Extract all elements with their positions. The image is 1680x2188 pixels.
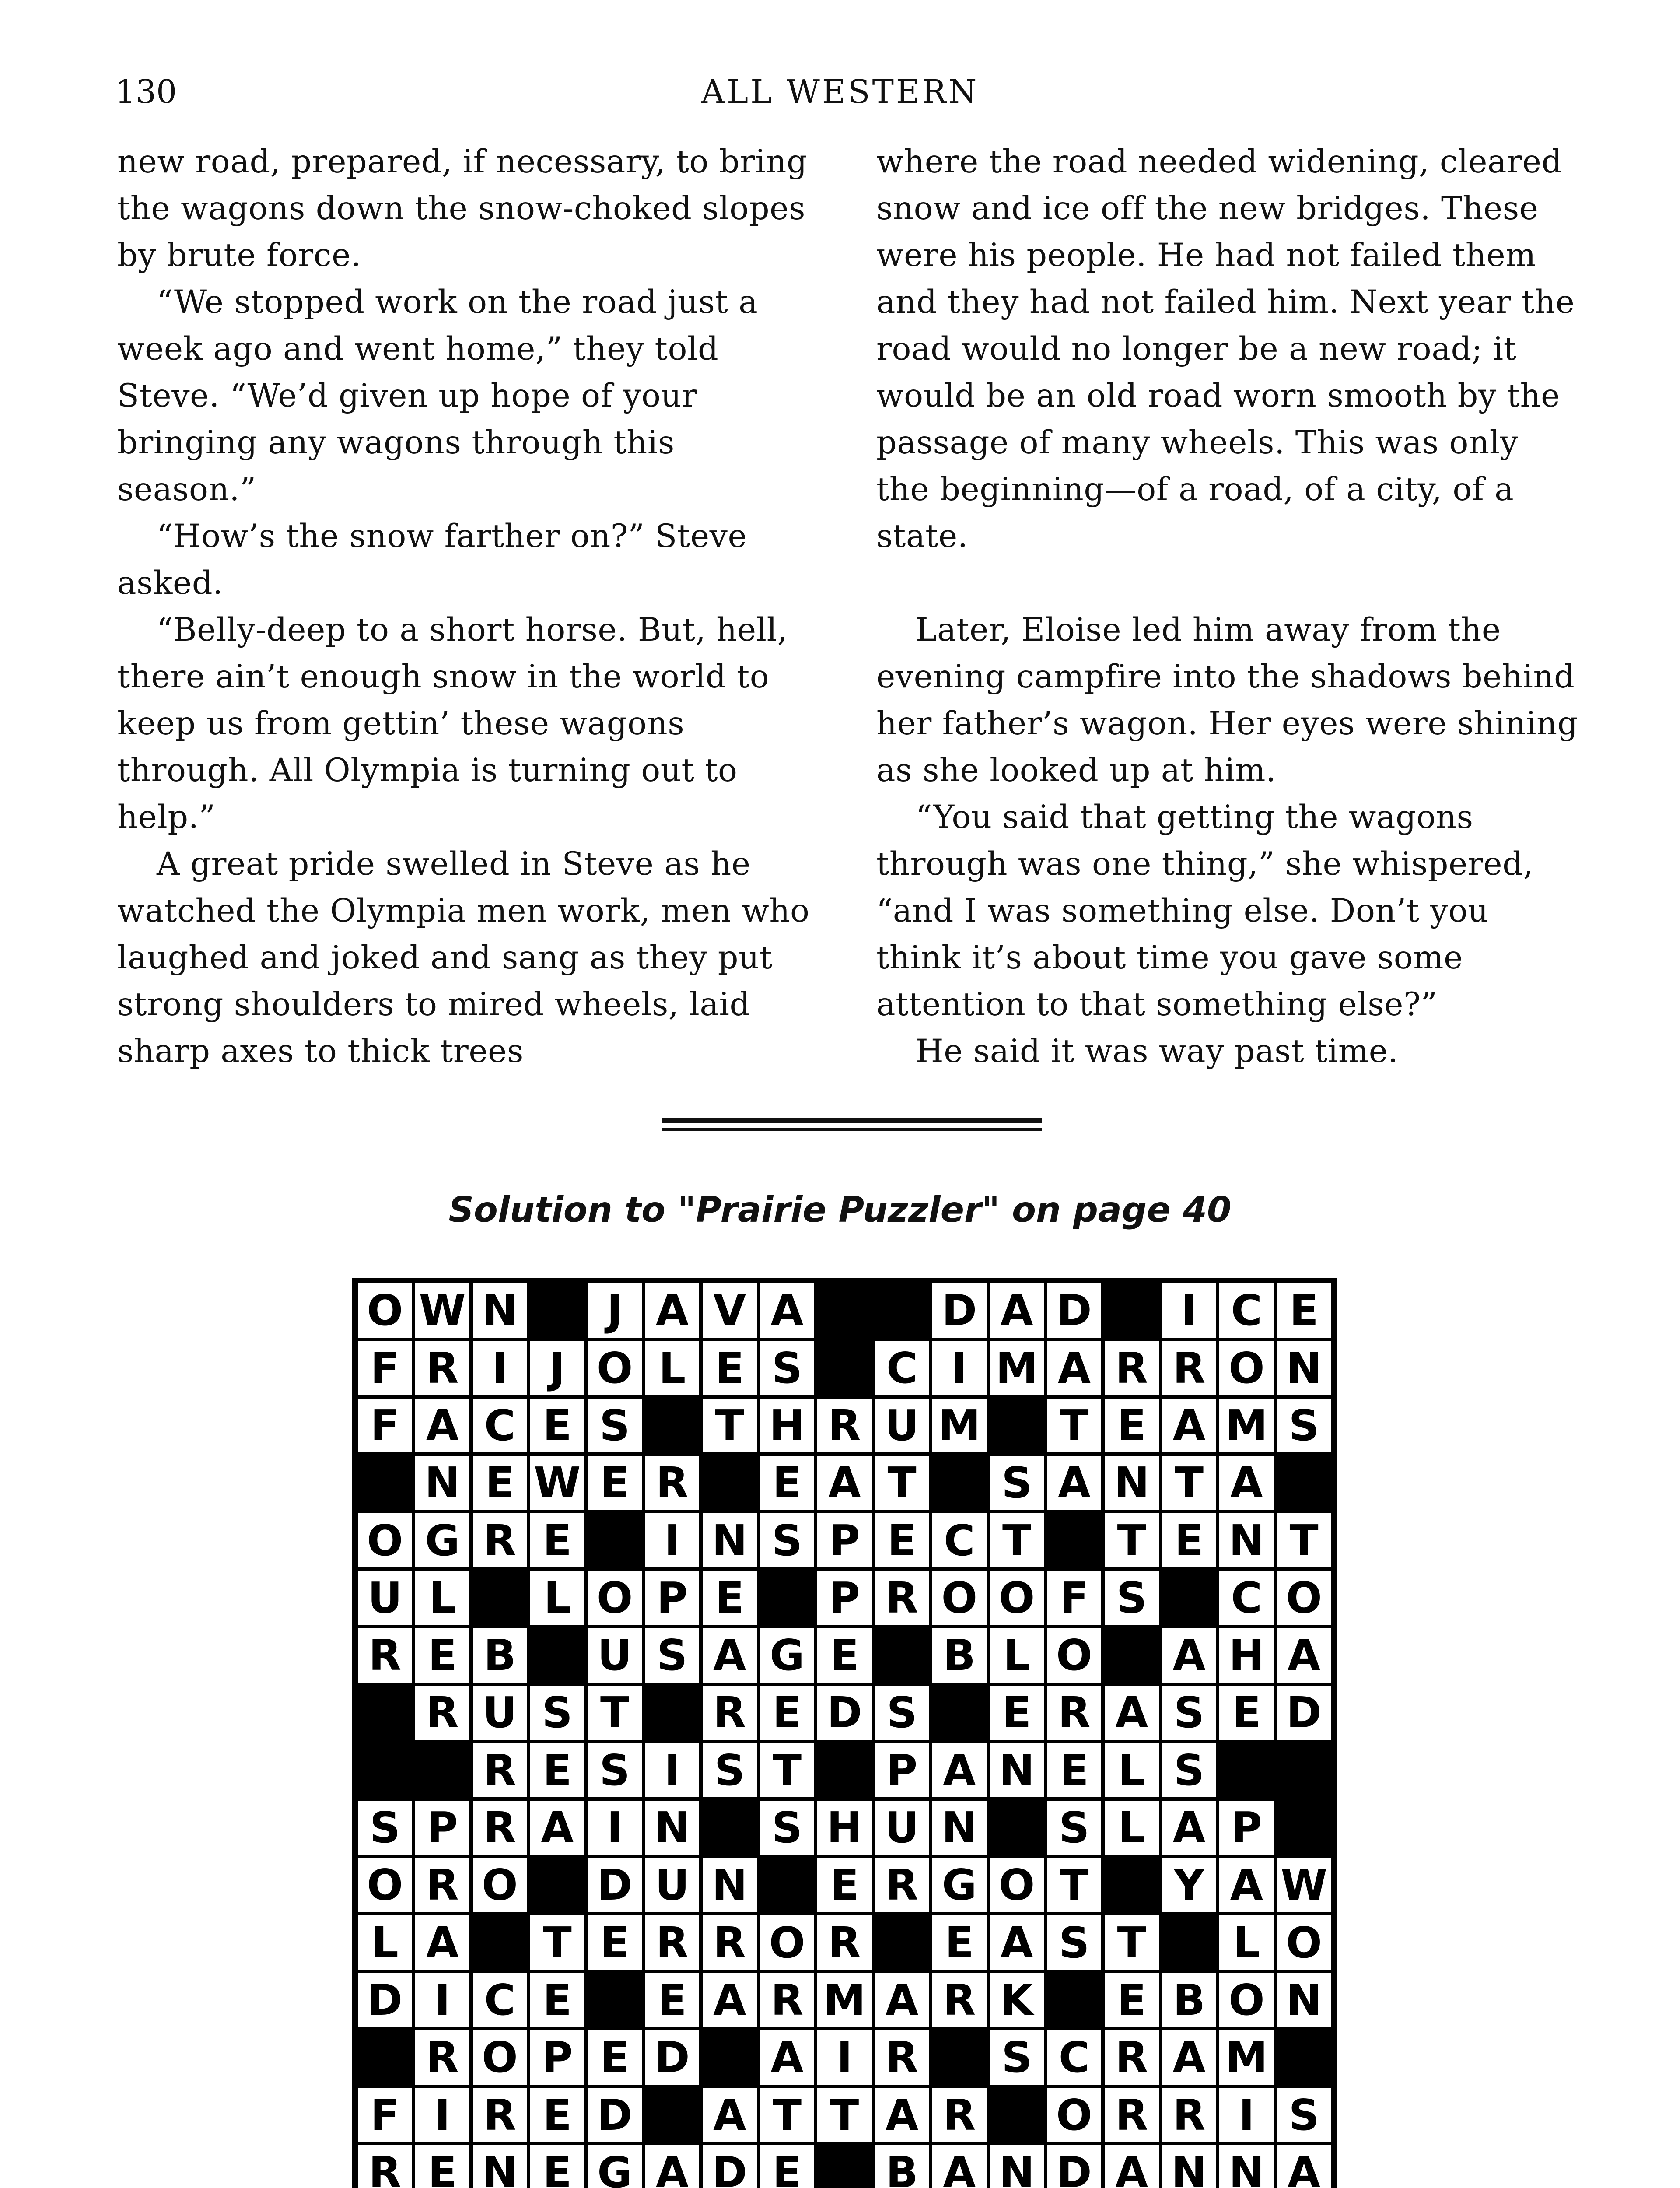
crossword-letter: C (471, 1397, 529, 1455)
black-square (758, 1856, 816, 1914)
crossword-letter: L (1103, 1799, 1161, 1857)
crossword-letter: E (413, 1627, 471, 1684)
black-square (816, 1282, 873, 1339)
crossword-letter: D (586, 1856, 644, 1914)
crossword-letter: E (586, 1454, 644, 1512)
crossword-letter: P (816, 1511, 873, 1569)
paragraph: He said it was way past time. (916, 1033, 1399, 1070)
crossword-letter: R (471, 1511, 529, 1569)
crossword-letter: P (873, 1741, 931, 1799)
black-square (816, 2143, 873, 2188)
crossword-letter: R (413, 1684, 471, 1742)
crossword-letter: E (586, 1914, 644, 1971)
crossword-letter: M (931, 1397, 988, 1455)
crossword-letter: O (1275, 1914, 1333, 1971)
crossword-letter: P (816, 1569, 873, 1627)
crossword-letter: E (1103, 1397, 1161, 1455)
crossword-letter: G (586, 2143, 644, 2188)
black-square (1103, 1856, 1161, 1914)
crossword-letter: E (701, 1339, 759, 1397)
black-square (586, 1971, 644, 2029)
crossword-letter: R (758, 1971, 816, 2029)
black-square (643, 2086, 701, 2144)
crossword-letter: L (413, 1569, 471, 1627)
crossword-letter: R (356, 1627, 414, 1684)
crossword-letter: D (586, 2086, 644, 2144)
crossword-letter: O (356, 1856, 414, 1914)
black-square (586, 1511, 644, 1569)
crossword-letter: N (1218, 1511, 1275, 1569)
crossword-letter: O (1046, 1627, 1103, 1684)
crossword-letter: E (1275, 1282, 1333, 1339)
crossword-letter: A (1275, 2143, 1333, 2188)
crossword-letter: A (873, 2086, 931, 2144)
crossword-letter: E (701, 1569, 759, 1627)
crossword-letter: B (873, 2143, 931, 2188)
crossword-letter: E (758, 1684, 816, 1742)
crossword-letter: A (1046, 1339, 1103, 1397)
crossword-letter: S (1046, 1799, 1103, 1857)
black-square (988, 2086, 1046, 2144)
crossword-letter: L (1218, 1914, 1275, 1971)
crossword-letter: O (931, 1569, 988, 1627)
crossword-letter: L (1103, 1741, 1161, 1799)
crossword-letter: O (1218, 1971, 1275, 2029)
crossword-letter: R (471, 1799, 529, 1857)
page-number: 130 (115, 73, 177, 111)
crossword-letter: N (988, 2143, 1046, 2188)
crossword-letter: F (356, 1339, 414, 1397)
crossword-letter: K (988, 1971, 1046, 2029)
crossword-letter: N (471, 1282, 529, 1339)
black-square (931, 2029, 988, 2086)
crossword-letter: E (471, 1454, 529, 1512)
crossword-letter: U (471, 1684, 529, 1742)
crossword-letter: D (1046, 2143, 1103, 2188)
crossword-letter: T (1046, 1856, 1103, 1914)
crossword-letter: U (586, 1627, 644, 1684)
crossword-letter: A (988, 1282, 1046, 1339)
crossword-letter: E (528, 2143, 586, 2188)
crossword-letter: U (356, 1569, 414, 1627)
crossword-letter: W (413, 1282, 471, 1339)
crossword-letter: R (413, 1339, 471, 1397)
crossword-letter: S (1160, 1684, 1218, 1742)
crossword-letter: N (1218, 2143, 1275, 2188)
black-square (1160, 1569, 1218, 1627)
crossword-letter: N (1275, 1971, 1333, 2029)
crossword-letter: D (356, 1971, 414, 2029)
crossword-letter: R (643, 1914, 701, 1971)
crossword-letter: A (1160, 1799, 1218, 1857)
black-square (1275, 2029, 1333, 2086)
crossword-letter: T (816, 2086, 873, 2144)
crossword-letter: R (413, 2029, 471, 2086)
crossword-letter: R (471, 1741, 529, 1799)
crossword-letter: O (586, 1339, 644, 1397)
black-square (1103, 1627, 1161, 1684)
crossword-letter: A (701, 1971, 759, 2029)
crossword-letter: T (873, 1454, 931, 1512)
crossword-letter: M (1218, 2029, 1275, 2086)
crossword-letter: R (413, 1856, 471, 1914)
crossword-letter: T (1275, 1511, 1333, 1569)
black-square (988, 1397, 1046, 1455)
black-square (643, 1397, 701, 1455)
crossword-letter: T (1103, 1511, 1161, 1569)
crossword-letter: I (643, 1511, 701, 1569)
crossword-letter: A (758, 1282, 816, 1339)
black-square (701, 1799, 759, 1857)
crossword-letter: D (931, 1282, 988, 1339)
crossword-letter: I (413, 1971, 471, 2029)
paragraph: “Belly-deep to a short horse. But, hell, there ain’t enough snow in the world to keep us from gettin’ these wagons through. All Olympia is turning out to help.” (117, 611, 788, 836)
crossword-letter: S (1046, 1914, 1103, 1971)
crossword-letter: E (528, 1511, 586, 1569)
crossword-letter: W (1275, 1856, 1333, 1914)
crossword-letter: R (701, 1914, 759, 1971)
crossword-letter: U (643, 1856, 701, 1914)
crossword-letter: F (1046, 1569, 1103, 1627)
crossword-letter: M (988, 1339, 1046, 1397)
crossword-letter: R (1046, 1684, 1103, 1742)
crossword-letter: A (1218, 1856, 1275, 1914)
crossword-letter: E (1103, 1971, 1161, 2029)
crossword-letter: E (758, 2143, 816, 2188)
crossword-letter: A (701, 1627, 759, 1684)
crossword-grid (352, 1278, 1337, 2188)
crossword-letter: A (413, 1914, 471, 1971)
crossword-letter: T (1046, 1397, 1103, 1455)
crossword-letter: R (931, 2086, 988, 2144)
crossword-letter: J (528, 1339, 586, 1397)
crossword-letter: O (471, 2029, 529, 2086)
crossword-letter: B (931, 1627, 988, 1684)
crossword-letter: C (1218, 1282, 1275, 1339)
section-divider (662, 1128, 1042, 1131)
black-square (1046, 1971, 1103, 2029)
black-square (931, 1454, 988, 1512)
crossword-letter: G (413, 1511, 471, 1569)
crossword-letter: H (816, 1799, 873, 1857)
black-square (873, 1914, 931, 1971)
black-square (873, 1627, 931, 1684)
crossword-letter: S (356, 1799, 414, 1857)
crossword-letter: I (586, 1799, 644, 1857)
crossword-letter: U (873, 1397, 931, 1455)
black-square (701, 1454, 759, 1512)
crossword-letter: J (586, 1282, 644, 1339)
crossword-letter: A (643, 2143, 701, 2188)
black-square (816, 1339, 873, 1397)
black-square (356, 1684, 414, 1742)
crossword-letter: E (816, 1627, 873, 1684)
crossword-letter: S (643, 1627, 701, 1684)
left-column (117, 138, 819, 1075)
crossword-letter: P (528, 2029, 586, 2086)
crossword-letter: U (873, 1799, 931, 1857)
right-column (876, 138, 1578, 1075)
crossword-letter: C (1218, 1569, 1275, 1627)
crossword-letter: B (471, 1627, 529, 1684)
crossword-letter: L (528, 1569, 586, 1627)
crossword-letter: R (873, 1569, 931, 1627)
crossword-letter: R (931, 1971, 988, 2029)
crossword-letter: R (816, 1914, 873, 1971)
crossword-letter: O (758, 1914, 816, 1971)
black-square (356, 1454, 414, 1512)
crossword-letter: S (586, 1741, 644, 1799)
crossword-letter: E (1046, 1741, 1103, 1799)
crossword-letter: R (1103, 2086, 1161, 2144)
crossword-letter: A (873, 1971, 931, 2029)
crossword-letter: S (873, 1684, 931, 1742)
crossword-letter: E (528, 1971, 586, 2029)
crossword-letter: E (586, 2029, 644, 2086)
crossword-letter: T (988, 1511, 1046, 1569)
crossword-letter: D (816, 1684, 873, 1742)
crossword-letter: E (816, 1856, 873, 1914)
black-square (1103, 1282, 1161, 1339)
crossword-letter: A (1160, 1397, 1218, 1455)
crossword-letter: T (1160, 1454, 1218, 1512)
crossword-letter: S (758, 1339, 816, 1397)
crossword-letter: O (1275, 1569, 1333, 1627)
crossword-letter: N (701, 1856, 759, 1914)
crossword-letter: P (413, 1799, 471, 1857)
crossword-letter: H (758, 1397, 816, 1455)
crossword-letter: S (1275, 1397, 1333, 1455)
crossword-letter: R (1103, 2029, 1161, 2086)
crossword-letter: D (1046, 1282, 1103, 1339)
crossword-letter: S (528, 1684, 586, 1742)
crossword-letter: R (1160, 2086, 1218, 2144)
crossword-letter: E (988, 1684, 1046, 1742)
crossword-letter: D (1275, 1684, 1333, 1742)
crossword-letter: T (586, 1684, 644, 1742)
black-square (873, 1282, 931, 1339)
paragraph: Later, Eloise led him away from the evening campfire into the shadows behind her father’s wagon. Her eyes were shining as she looked up at him. (876, 611, 1578, 789)
crossword-letter: S (758, 1799, 816, 1857)
crossword-letter: D (643, 2029, 701, 2086)
paragraph: “We stopped work on the road just a week ago and went home,” they told Steve. “We’d given up hope of your bringing any wagons through this season.” (117, 284, 758, 508)
crossword-letter: S (1103, 1569, 1161, 1627)
crossword-letter: W (528, 1454, 586, 1512)
crossword-letter: O (1046, 2086, 1103, 2144)
crossword-letter: A (1046, 1454, 1103, 1512)
crossword-letter: S (1275, 2086, 1333, 2144)
crossword-letter: O (471, 1856, 529, 1914)
crossword-letter: A (1160, 2029, 1218, 2086)
crossword-letter: M (1218, 1397, 1275, 1455)
crossword-letter: C (471, 1971, 529, 2029)
crossword-letter: R (1160, 1339, 1218, 1397)
black-square (1046, 1511, 1103, 1569)
paragraph: “How’s the snow farther on?” Steve asked. (117, 518, 747, 602)
paragraph: A great pride swelled in Steve as he watched the Olympia men work, men who laughed and joked and sang as they put strong shoulders to mired wheels, laid sharp axes to thick trees (117, 845, 810, 1070)
crossword-letter: M (816, 1971, 873, 2029)
crossword-letter: C (931, 1511, 988, 1569)
crossword-letter: O (988, 1856, 1046, 1914)
crossword-letter: A (1275, 1627, 1333, 1684)
crossword-letter: N (1160, 2143, 1218, 2188)
crossword-letter: N (988, 1741, 1046, 1799)
crossword-letter: A (701, 2086, 759, 2144)
black-square (413, 1741, 471, 1799)
black-square (471, 1914, 529, 1971)
black-square (356, 2029, 414, 2086)
black-square (1275, 1799, 1333, 1857)
crossword-letter: N (471, 2143, 529, 2188)
crossword-letter: R (643, 1454, 701, 1512)
crossword-letter: A (931, 2143, 988, 2188)
running-head: ALL WESTERN (701, 73, 979, 111)
crossword-letter: R (471, 2086, 529, 2144)
crossword-letter: O (586, 1569, 644, 1627)
crossword-letter: I (931, 1339, 988, 1397)
crossword-letter: S (988, 1454, 1046, 1512)
black-square (356, 1741, 414, 1799)
crossword-letter: R (356, 2143, 414, 2188)
crossword-letter: A (1103, 1684, 1161, 1742)
crossword-letter: I (413, 2086, 471, 2144)
black-square (1275, 1741, 1333, 1799)
crossword-letter: A (816, 1454, 873, 1512)
crossword-letter: N (1103, 1454, 1161, 1512)
crossword-letter: O (988, 1569, 1046, 1627)
puzzle-title: Solution to "Prairie Puzzler" on page 40 (448, 1189, 1232, 1230)
crossword-letter: R (1103, 1339, 1161, 1397)
black-square (701, 2029, 759, 2086)
paragraph: where the road needed widening, cleared snow and ice off the new bridges. These were his people. He had not failed them and they had not failed him. Next year the road would no longer be a new road; it would be an old road worn smooth by the passage of many wheels. This was only the beginning—of a road, of a city, of a state. (876, 143, 1575, 555)
crossword-letter: A (1160, 1627, 1218, 1684)
paragraph: “You said that getting the wagons through was one thing,” she whispered, “and I was something else. Don’t you think it’s about time you gave some attention to that something else?” (876, 799, 1534, 1023)
black-square (1275, 1454, 1333, 1512)
crossword-letter: B (1160, 1971, 1218, 2029)
crossword-letter: A (931, 1741, 988, 1799)
crossword-letter: O (356, 1282, 414, 1339)
crossword-letter: S (586, 1397, 644, 1455)
crossword-letter: E (413, 2143, 471, 2188)
crossword-letter: A (1218, 1454, 1275, 1512)
crossword-letter: S (701, 1741, 759, 1799)
black-square (988, 1799, 1046, 1857)
crossword-letter: I (643, 1741, 701, 1799)
crossword-letter: A (988, 1914, 1046, 1971)
crossword-letter: N (413, 1454, 471, 1512)
crossword-letter: E (528, 1741, 586, 1799)
crossword-letter: A (1103, 2143, 1161, 2188)
crossword-letter: E (1160, 1511, 1218, 1569)
crossword-letter: N (701, 1511, 759, 1569)
crossword-letter: E (873, 1511, 931, 1569)
crossword-letter: H (1218, 1627, 1275, 1684)
crossword-letter: F (356, 1397, 414, 1455)
black-square (1160, 1914, 1218, 1971)
paragraph: new road, prepared, if necessary, to bring the wagons down the snow-choked slopes by brute force. (117, 143, 808, 274)
black-square (643, 1684, 701, 1742)
crossword-letter: T (701, 1397, 759, 1455)
crossword-letter: O (1218, 1339, 1275, 1397)
crossword-letter: P (1218, 1799, 1275, 1857)
crossword-letter: T (758, 1741, 816, 1799)
crossword-letter: T (528, 1914, 586, 1971)
crossword-letter: R (701, 1684, 759, 1742)
black-square (816, 1741, 873, 1799)
black-square (528, 1627, 586, 1684)
crossword-letter: A (643, 1282, 701, 1339)
crossword-letter: E (528, 1397, 586, 1455)
crossword-letter: C (873, 1339, 931, 1397)
crossword-letter: N (643, 1799, 701, 1857)
crossword-letter: C (1046, 2029, 1103, 2086)
crossword-letter: I (816, 2029, 873, 2086)
crossword-letter: V (701, 1282, 759, 1339)
black-square (471, 1569, 529, 1627)
crossword-letter: O (356, 1511, 414, 1569)
crossword-letter: D (701, 2143, 759, 2188)
crossword-letter: N (931, 1799, 988, 1857)
crossword-letter: R (816, 1397, 873, 1455)
crossword-letter: E (931, 1914, 988, 1971)
crossword-letter: S (1160, 1741, 1218, 1799)
black-square (1218, 1741, 1275, 1799)
crossword-letter: A (528, 1799, 586, 1857)
crossword-letter: E (1218, 1684, 1275, 1742)
crossword-letter: R (873, 1856, 931, 1914)
crossword-letter: Y (1160, 1856, 1218, 1914)
crossword-letter: E (528, 2086, 586, 2144)
crossword-letter: I (1160, 1282, 1218, 1339)
crossword-letter: A (413, 1397, 471, 1455)
crossword-letter: G (931, 1856, 988, 1914)
black-square (528, 1282, 586, 1339)
crossword-letter: A (758, 2029, 816, 2086)
crossword-letter: E (643, 1971, 701, 2029)
crossword-letter: E (758, 1454, 816, 1512)
black-square (528, 1856, 586, 1914)
crossword-letter: I (471, 1339, 529, 1397)
crossword-letter: T (1103, 1914, 1161, 1971)
crossword-letter: L (643, 1339, 701, 1397)
crossword-letter: L (356, 1914, 414, 1971)
crossword-letter: L (988, 1627, 1046, 1684)
crossword-letter: P (643, 1569, 701, 1627)
crossword-letter: T (758, 2086, 816, 2144)
crossword-letter: N (1275, 1339, 1333, 1397)
black-square (758, 1569, 816, 1627)
crossword-letter: S (988, 2029, 1046, 2086)
black-square (931, 1684, 988, 1742)
crossword-letter: R (873, 2029, 931, 2086)
section-divider (662, 1118, 1042, 1123)
crossword-letter: F (356, 2086, 414, 2144)
crossword-letter: G (758, 1627, 816, 1684)
crossword-letter: I (1218, 2086, 1275, 2144)
crossword-letter: S (758, 1511, 816, 1569)
